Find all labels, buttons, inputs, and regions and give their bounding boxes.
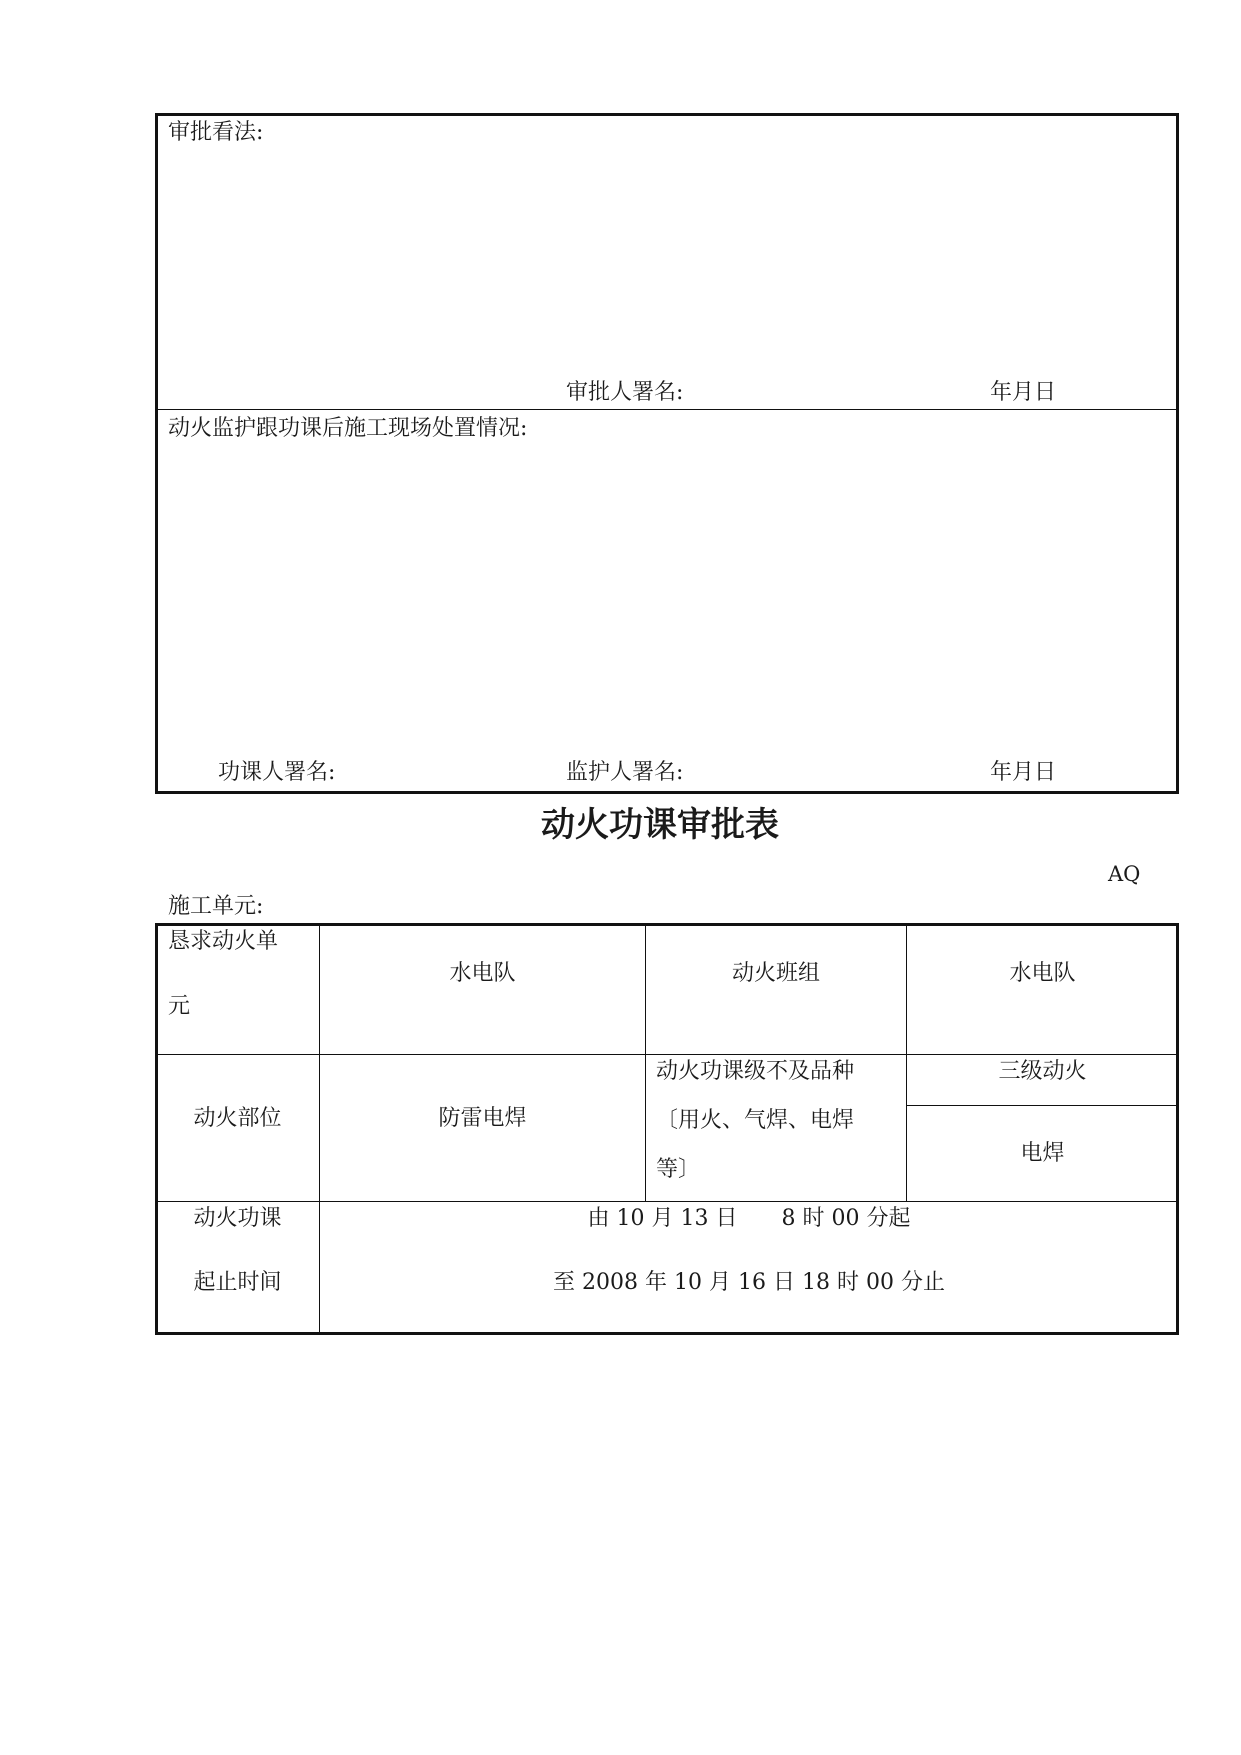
team-value: 水电队 (1009, 961, 1076, 986)
level-type-label-line1: 动火功课级不及品种 (656, 1059, 855, 1084)
site-handling-label: 动火监护跟功课后施工现场处置情况: (168, 416, 528, 441)
time-label-line1: 动火功课 (193, 1206, 282, 1231)
level-type-label-line2: 〔用火、气焊、电焊 (656, 1108, 855, 1133)
approver-signature-label: 审批人署名: (566, 380, 684, 405)
approval-opinion-label: 审批看法: (168, 120, 264, 145)
approval-section-box (155, 113, 1179, 794)
type-value: 电焊 (1020, 1141, 1065, 1166)
time-end: 至 2008 年 10 月 16 日 18 时 00 分止 (553, 1270, 945, 1295)
team-label: 动火班组 (731, 961, 820, 986)
page-title: 动火功课审批表 (541, 805, 779, 845)
location-value: 防雷电焊 (438, 1106, 527, 1131)
approver-date-label: 年月日 (990, 380, 1057, 405)
table-row-divider (156, 1054, 1178, 1055)
level-type-label-line3: 等〕 (656, 1157, 701, 1182)
construction-unit-label: 施工单元: (168, 894, 264, 919)
table-row-divider (156, 1201, 1178, 1202)
time-start: 由 10 月 13 日 8 时 00 分起 (587, 1206, 911, 1231)
applicant-unit-value: 水电队 (449, 961, 516, 986)
form-code: AQ (1108, 862, 1141, 886)
worker-signature-label: 功课人署名: (218, 760, 336, 785)
approval-section-divider (156, 409, 1178, 410)
applicant-unit-label-line2: 元 (168, 994, 191, 1019)
site-date-label: 年月日 (990, 760, 1057, 785)
time-label-line2: 起止时间 (193, 1270, 282, 1295)
supervisor-signature-label: 监护人署名: (566, 760, 684, 785)
table-row-divider (906, 1105, 1178, 1106)
level-value: 三级动火 (998, 1059, 1087, 1084)
location-label: 动火部位 (193, 1106, 282, 1131)
applicant-unit-label-line1: 恳求动火单 (168, 929, 279, 954)
